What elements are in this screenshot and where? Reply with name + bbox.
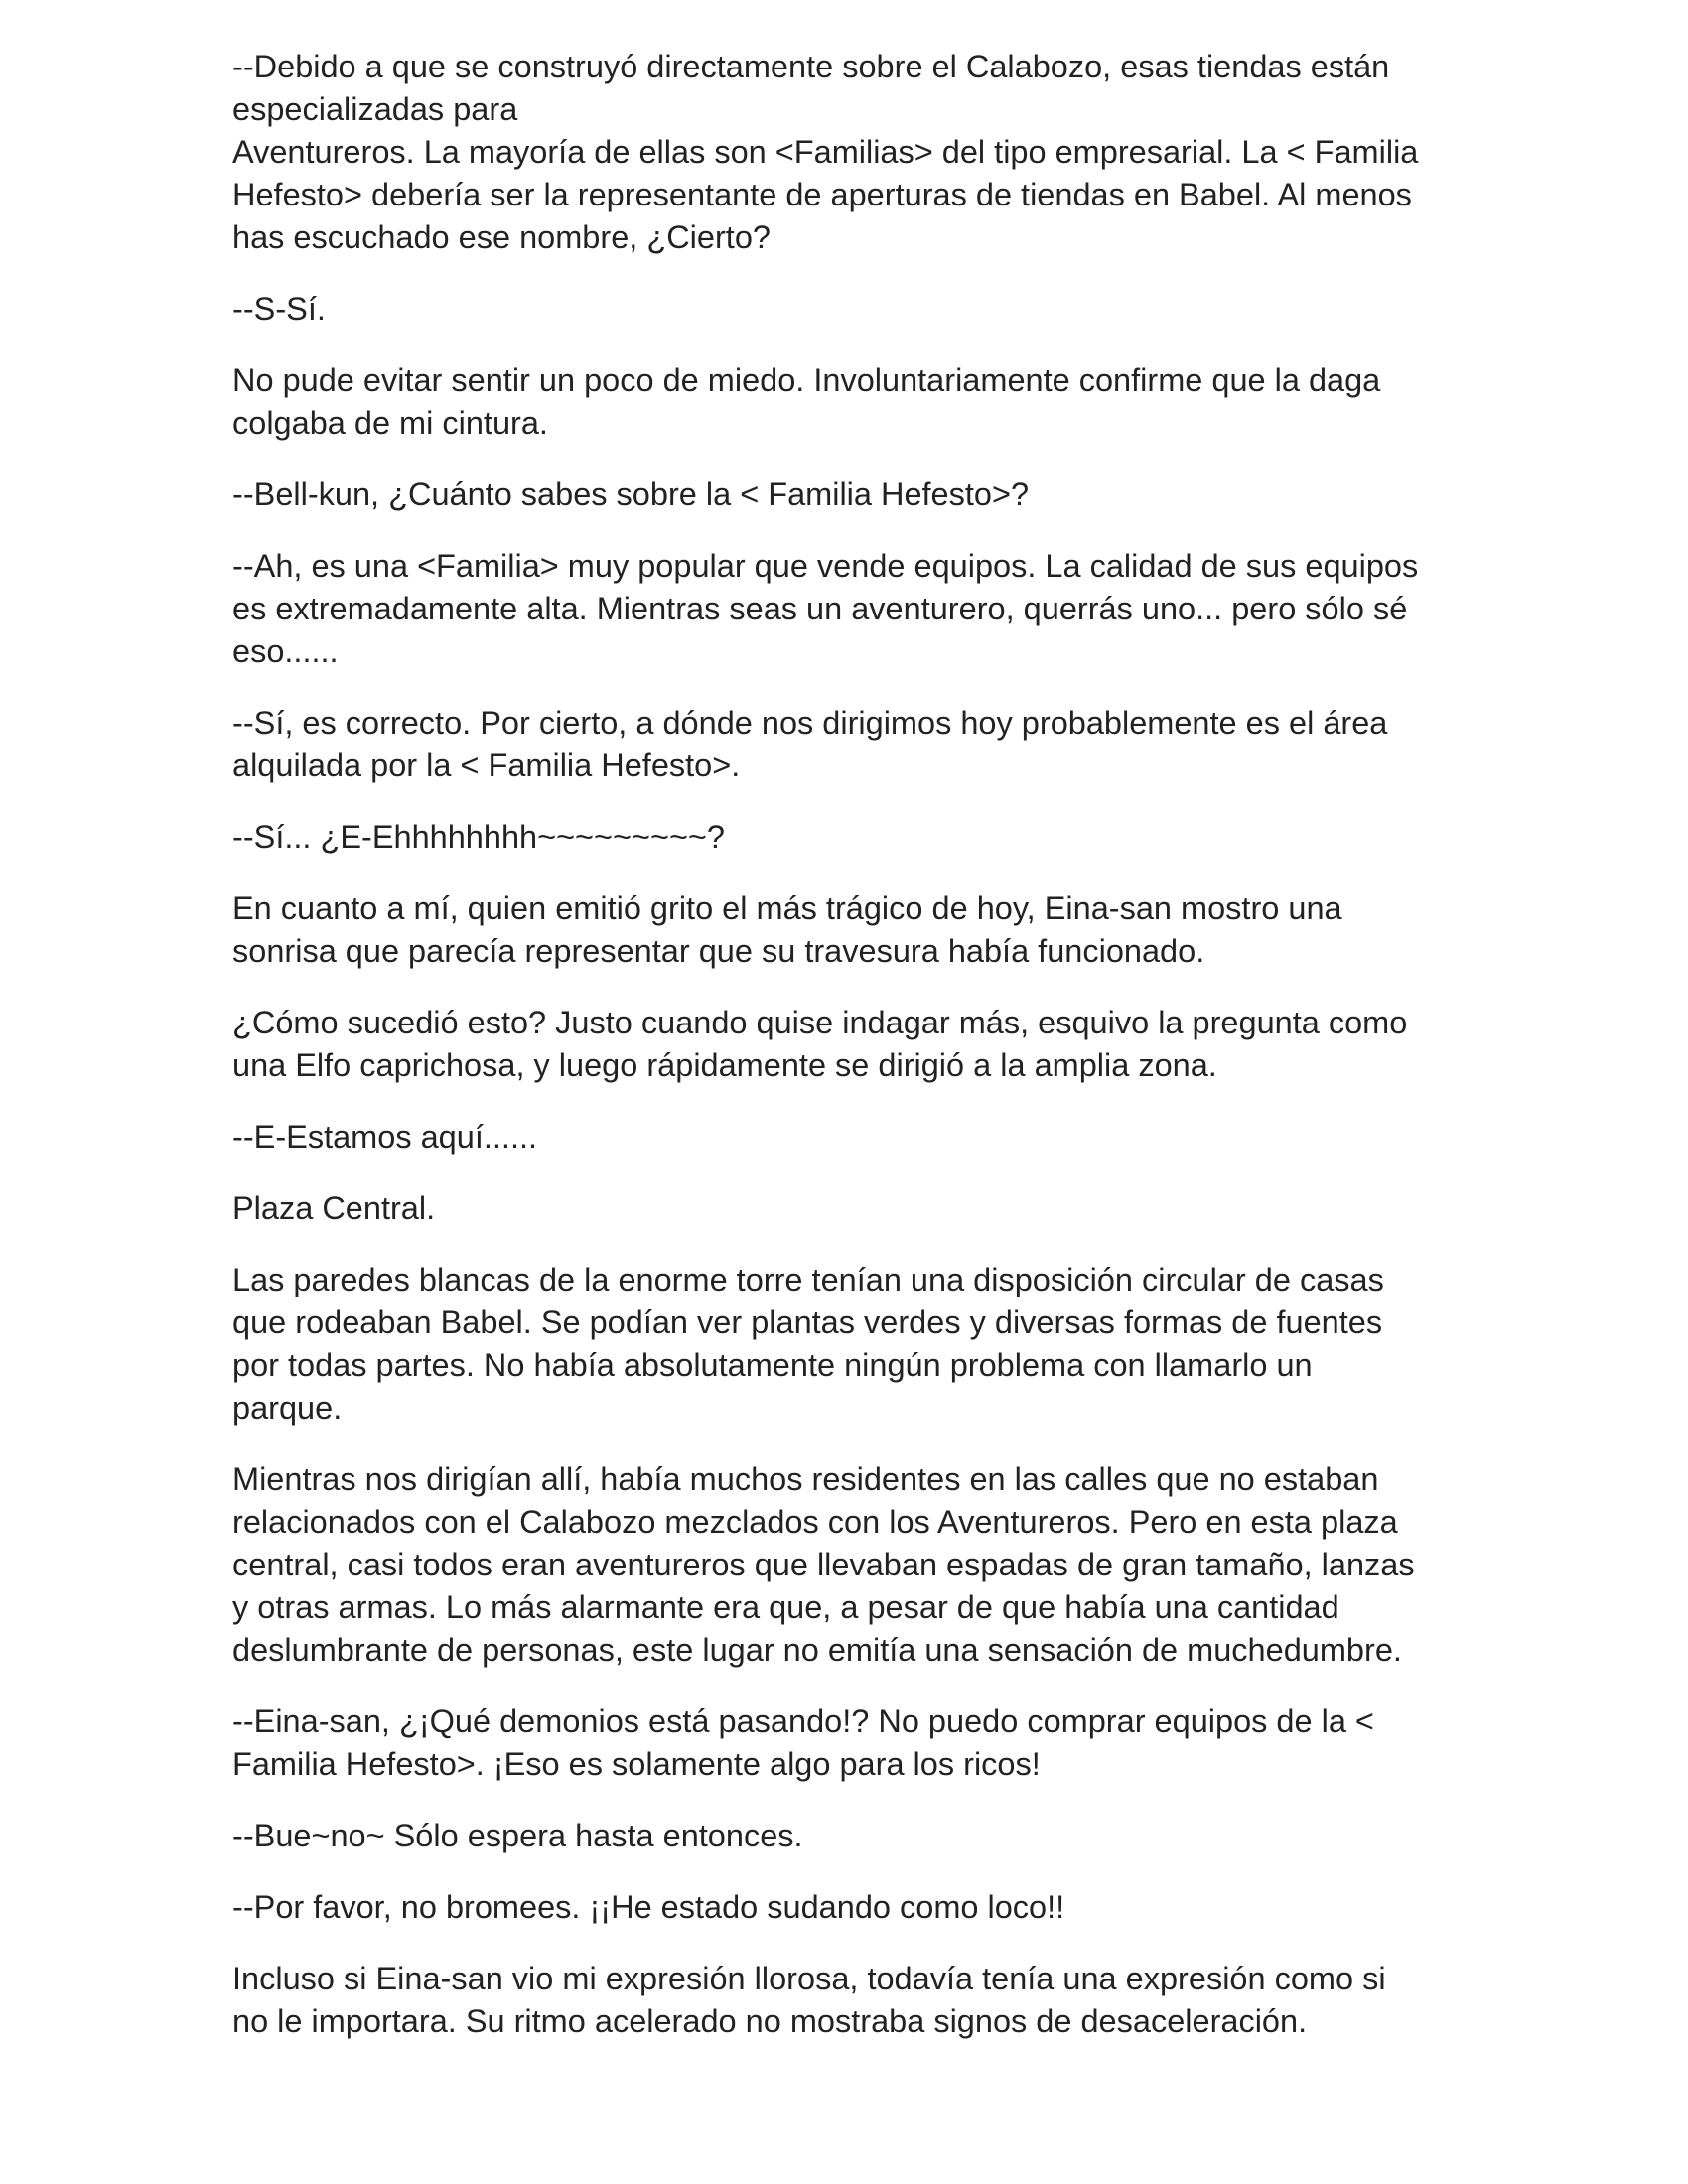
text-line: relacionados con el Calabozo mezclados con los Aventureros. Pero en esta plaza bbox=[232, 1504, 1398, 1540]
paragraph-12 bbox=[232, 1259, 1464, 1430]
text-line: por todas partes. No había absolutamente ningún problema con llamarlo un bbox=[232, 1347, 1313, 1383]
paragraph-3 bbox=[232, 359, 1464, 445]
paragraph-8 bbox=[232, 887, 1464, 973]
text-line: Incluso si Eina-san vio mi expresión llorosa, todavía tenía una expresión como si bbox=[232, 1961, 1386, 1996]
text-line: central, casi todos eran aventureros que llevaban espadas de gran tamaño, lanzas bbox=[232, 1547, 1415, 1582]
paragraph-4 bbox=[232, 474, 1464, 516]
text-line: No pude evitar sentir un poco de miedo. Involuntariamente confirme que la daga bbox=[232, 362, 1381, 398]
text-line: Las paredes blancas de la enorme torre tenían una disposición circular de casas bbox=[232, 1262, 1384, 1297]
text-line: --Bue~no~ Sólo espera hasta entonces. bbox=[232, 1818, 803, 1853]
text-line: Aventureros. La mayoría de ellas son <Familias> del tipo empresarial. La < Familia bbox=[232, 134, 1419, 170]
paragraph-10 bbox=[232, 1116, 1464, 1159]
text-line: --E-Estamos aquí...... bbox=[232, 1119, 538, 1155]
text-line: --Eina-san, ¿¡Qué demonios está pasando!? No puedo comprar equipos de la < bbox=[232, 1704, 1374, 1739]
paragraph-9 bbox=[232, 1002, 1464, 1087]
document-page bbox=[232, 46, 1464, 2072]
text-line: alquilada por la < Familia Hefesto>. bbox=[232, 748, 741, 783]
paragraph-2 bbox=[232, 288, 1464, 331]
text-line: no le importara. Su ritmo acelerado no mostraba signos de desaceleración. bbox=[232, 2003, 1308, 2039]
text-line: ¿Cómo sucedió esto? Justo cuando quise indagar más, esquivo la pregunta como bbox=[232, 1005, 1408, 1040]
text-line: Mientras nos dirigían allí, había muchos residentes en las calles que no estaban bbox=[232, 1461, 1379, 1497]
text-line: deslumbrante de personas, este lugar no emitía una sensación de muchedumbre. bbox=[232, 1632, 1402, 1668]
text-line: parque. bbox=[232, 1390, 343, 1426]
paragraph-16 bbox=[232, 1886, 1464, 1929]
text-line: --Sí, es correcto. Por cierto, a dónde nos dirigimos hoy probablemente es el área bbox=[232, 705, 1388, 741]
text-line: sonrisa que parecía representar que su travesura había funcionado. bbox=[232, 933, 1205, 969]
text-line: que rodeaban Babel. Se podían ver plantas verdes y diversas formas de fuentes bbox=[232, 1304, 1383, 1340]
text-line: especializadas para bbox=[232, 91, 518, 127]
text-line: y otras armas. Lo más alarmante era que, a pesar de que había una cantidad bbox=[232, 1589, 1339, 1625]
paragraph-6 bbox=[232, 702, 1464, 787]
text-line: es extremadamente alta. Mientras seas un aventurero, querrás uno... pero sólo sé bbox=[232, 591, 1408, 626]
text-line: Familia Hefesto>. ¡Eso es solamente algo para los ricos! bbox=[232, 1746, 1041, 1782]
paragraph-1 bbox=[232, 46, 1464, 259]
text-line: --Por favor, no bromees. ¡¡He estado sudando como loco!! bbox=[232, 1889, 1065, 1925]
paragraph-7 bbox=[232, 816, 1464, 859]
paragraph-15 bbox=[232, 1815, 1464, 1857]
text-line: Plaza Central. bbox=[232, 1190, 436, 1226]
text-line: una Elfo caprichosa, y luego rápidamente se dirigió a la amplia zona. bbox=[232, 1047, 1217, 1083]
paragraph-14 bbox=[232, 1701, 1464, 1786]
text-line: --Debido a que se construyó directamente sobre el Calabozo, esas tiendas están bbox=[232, 49, 1390, 84]
text-line: --Bell-kun, ¿Cuánto sabes sobre la < Familia Hefesto>? bbox=[232, 477, 1030, 512]
text-line: eso...... bbox=[232, 633, 339, 669]
text-line: has escuchado ese nombre, ¿Cierto? bbox=[232, 219, 771, 255]
paragraph-13 bbox=[232, 1458, 1464, 1672]
paragraph-11 bbox=[232, 1187, 1464, 1230]
paragraph-17 bbox=[232, 1958, 1464, 2043]
text-line: colgaba de mi cintura. bbox=[232, 405, 548, 441]
text-line: --Ah, es una <Familia> muy popular que vende equipos. La calidad de sus equipos bbox=[232, 548, 1419, 584]
text-line: --Sí... ¿E-Ehhhhhhhh~~~~~~~~~? bbox=[232, 819, 725, 855]
text-line: Hefesto> debería ser la representante de aperturas de tiendas en Babel. Al menos bbox=[232, 177, 1412, 212]
text-line: En cuanto a mí, quien emitió grito el más trágico de hoy, Eina-san mostro una bbox=[232, 890, 1342, 926]
paragraph-5 bbox=[232, 545, 1464, 673]
text-line: --S-Sí. bbox=[232, 291, 326, 327]
